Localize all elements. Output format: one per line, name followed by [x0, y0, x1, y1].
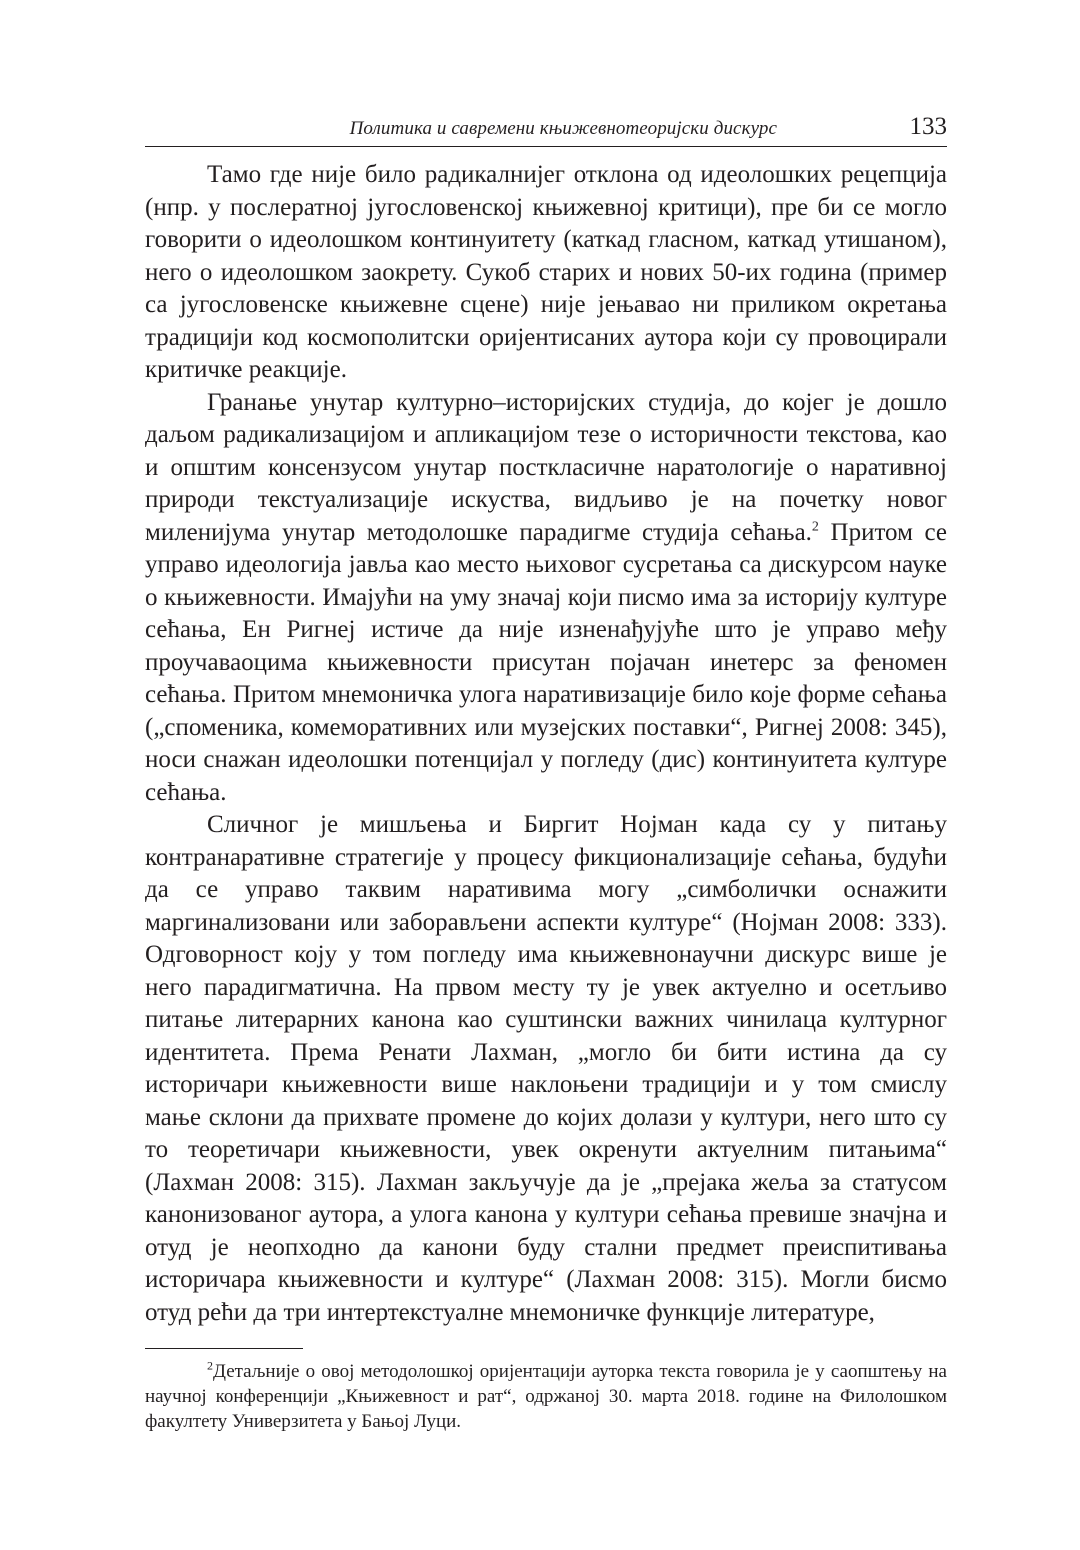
paragraph-2-text-before: Гранање унутар културно–историјских студија, до којег је дошло даљом радикализацијом и апликацијом тезе о историчности текстова, као и општим консензусом унутар посткласичне наратологије о наративној природи текстуализације искуства, видљиво је на почетку новог миленијума унутар методолошке парадигме студија сећања. — [145, 388, 947, 546]
footnote-number: 2 — [207, 1358, 213, 1373]
paragraph-2 — [145, 387, 947, 810]
paragraph-2-text-after: Притом се управо идеологија јавља као место њиховог сусретања са дискурсом науке о књижевности. Имајући на уму значај који писмо има за историју културе сећања, Ен Ригнеј истиче да није изненађујуће што је управо међу проучаваоцима књижевности присутан појачан инетерс за феномен сећања. Притом мнемоничка улога наративизације било које форме сећања („споменика, комеморативних или музејских поставки“, Ригнеј 2008: 345), носи снажан идеолошки потенцијал у погледу (дис) континуитета културе сећања. — [145, 518, 947, 806]
page-number: 133 — [909, 113, 947, 140]
page — [145, 112, 947, 1434]
footnote-divider — [145, 1348, 303, 1349]
paragraph-1: Тамо где није било радикалнијег отклона од идеолошких рецепција (нпр. у послератној југословенској књижевној критици), пре би се могло говорити о идеолошком континуитету (каткад гласном, каткад утишаном), него о идеолошком заокрету. Сукоб старих и нових 50-их година (пример са југословенске књижевне сцене) није јењавао ни приликом окретања традицији код космополитски оријентисаних аутора који су провоцирали критичке реакције. — [145, 161, 947, 383]
footnote — [145, 1359, 947, 1434]
footnote-text: Детаљније о овој методолошкој оријентацији ауторка текста говорила је у саопштењу на научној конференцији „Књижевност и рат“, одржаној 30. марта 2018. године на Филолошком факултету Универзитета у Бањој Луци. — [145, 1361, 947, 1432]
paragraph-3: Сличног је мишљења и Биргит Нојман када су у питању контранаративне стратегије у процесу фикционализације сећања, будући да се управо таквим наративима могу „симболички оснажити маргинализовани или заборављени аспекти културе“ (Нојман 2008: 333). Одговорност коју у том погледу има књижевнонаучни дискурс више је него парадигматична. На првом месту ту је увек актуелно и осетљиво питање литерарних канона као суштински важних чинилаца културног идентитета. Према Ренати Лахман, „могло би бити истина да су историчари књижевности више наклоњени традицији и у том смислу мање склони да прихвате промене до којих долази у култури, него што су то теоретичари књижевности, увек окренути актуелним питањима“ (Лахман 2008: 315). Лахман закључује да је „прејака жеља за статусом канонизованог аутора, а улога канона у култури сећања превише значјна и отуд је неопходно да канони буду стални предмет преиспитивања историчара књижевности и културе“ (Лахман 2008: 315). Могли бисмо отуд рећи да три интертекстуалне мнемоничке функције литературе, — [145, 811, 947, 1326]
body-text — [145, 159, 947, 1329]
running-title: Политика и савремени књижевнотеоријски дискурс — [349, 118, 777, 139]
footnote-reference[interactable]: 2 — [811, 519, 819, 535]
running-head — [145, 112, 947, 147]
